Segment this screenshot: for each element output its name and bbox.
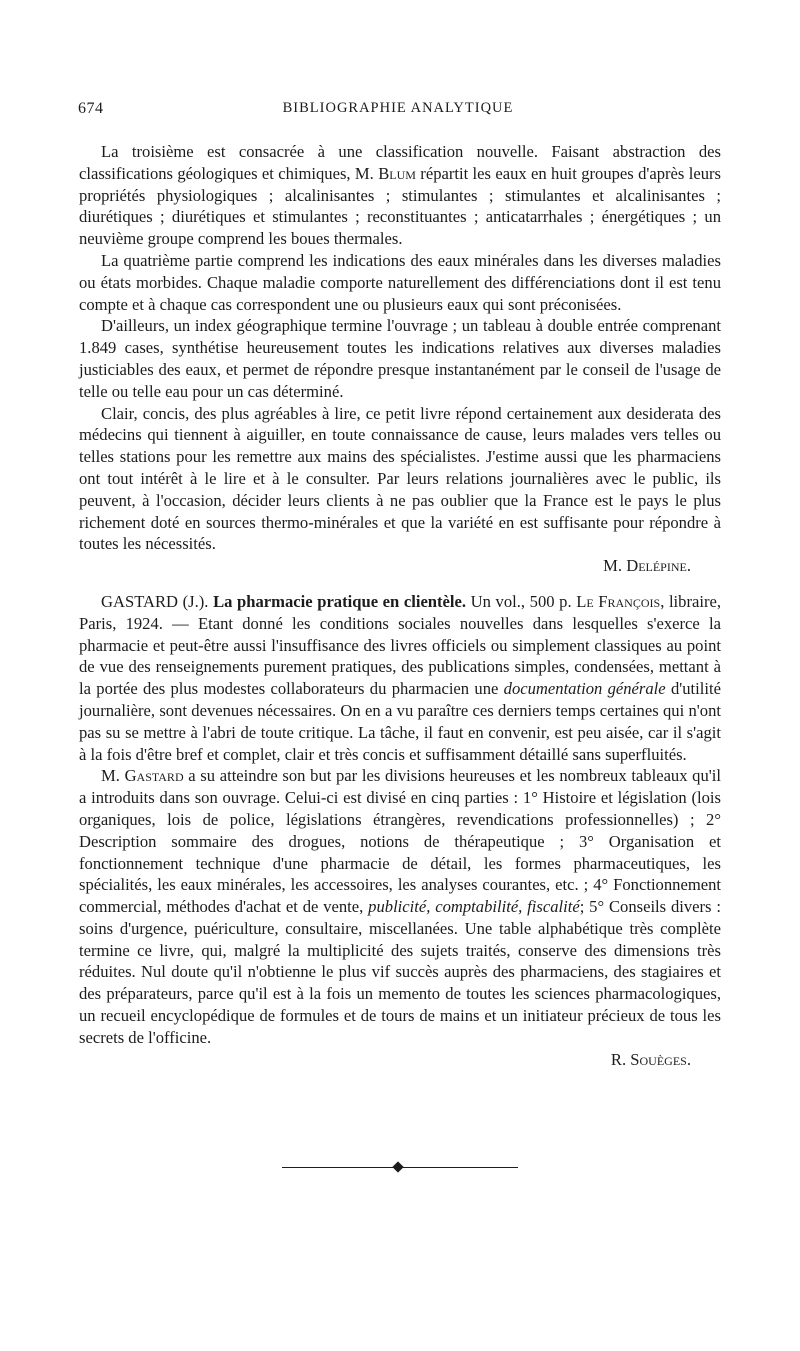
page-number: 674 [78,100,104,117]
review2-book-title: La pharmacie pratique en clientèle. [213,591,467,611]
review2-paragraph-1: GASTARD (J.). La pharmacie pratique en clientèle. Un vol., 500 p. Le François, libraire, Paris, 1924. — Etant donné les conditions sociales nouvelles dans lesquelles s'exerce la pharmacie et peut-être aussi l'insuffisance des livres officiels ou simplement classiques au point de vue des renseignements purement pratiques, des publications simples, condensées, mettant à la portée des plus modestes collaborateurs du pharmacien une documentation générale d'utilité journalière, sont devenues nécessaires. On en a vu paraître ces derniers temps certaines qui n'ont pas su se mettre à l'abri de toute critique. La tâche, il faut en convenir, est peu aisée, car il s'agit à la fois d'être bref et complet, clair et très concis et suffisamment détaillé sans superfluités. [79,591,721,764]
publisher-name: Le François [576,591,661,611]
review2-paragraph-2: M. Gastard a su atteindre son but par les divisions heureuses et les nombreux tableaux qu'il a introduits dans son ouvrage. Celui-ci est divisé en cinq parties : 1° Histoire et législation (lois organiques, lois de police, législations étrangères, revendications professionnelles) ; 2° Description sommaire des drogues, notions de thérapeutique ; 3° Organisation et fonctionnement technique d'une pharmacie de détail, les formes pharmaceutiques, les spécialités, les eaux minérales, les accessoires, les analyses courantes, etc. ; 4° Fonctionnement commercial, méthodes d'achat et de vente, publicité, comptabilité, fiscalité; 5° Conseils divers : soins d'urgence, puériculture, consultaire, miscellanées. Une table alphabétique très complète termine ce livre, qui, malgré la multiplicité des sujets traités, conserve des dimensions très réduites. Nul doute qu'il n'obtienne le plus vif succès auprès des pharmaciens, des stagiaires et des préparateurs, parce qu'il est à la fois un memento de toutes les sciences pharmacologiques, un recueil encyclopédique de formules et de tours de mains et un initiateur précieux de tous les secrets de l'officine. [79,766,721,1047]
review2-author: GASTARD (J.). [101,591,209,611]
page-body [79,141,721,1070]
section-end-ornament [282,1163,518,1173]
running-title: BIBLIOGRAPHIE ANALYTIQUE [282,100,514,116]
review1-paragraph-3: D'ailleurs, un index géographique termine l'ouvrage ; un tableau à double entrée comprenant 1.849 cases, synthétise heureusement toutes les indications relatives aux diverses maladies justiciables des eaux, et permet de répondre presque instantanément par le conseil de l'usage de telle ou telle eau pour un cas déterminé. [79,316,721,401]
author-name-gastard: Gastard [124,766,184,786]
author-name-blum: Blum [378,163,416,183]
review1-paragraph-4: Clair, concis, des plus agréables à lire, ce petit livre répond certainement aux desiderata des médecins qui tiennent à aiguiller, en toute connaissance de cause, leurs malades vers telles ou telles stations pour les remettre aux mains des spécialistes. J'estime aussi que les pharmaciens ont tout intérêt à le lire et à le consulter. Par leurs relations journalières avec le public, ils peuvent, à l'occasion, décider leurs clients à ne pas oublier que la France est le pays le plus richement doté en sources thermo-minérales et que la variété en est suffisante pour répondre à toutes les nécessités. [79,403,721,554]
review2-signature: R. Souèges. [610,1049,691,1069]
review1-paragraph-2: La quatrième partie comprend les indications des eaux minérales dans les diverses maladies ou états morbides. Chaque maladie comporte naturellement des différenciations dont il est tenu compte et à chaque cas correspondent une ou plusieurs eaux qui sont préconisées. [79,250,721,314]
review1-signature: M. Delépine. [603,556,691,576]
review2 [79,591,721,1071]
running-header [78,100,718,124]
diamond-icon [392,1161,403,1172]
review1-paragraph-1: La troisième est consacrée à une classification nouvelle. Faisant abstraction des classifications géologiques et chimiques, M. Blum répartit les eaux en huit groupes d'après leurs propriétés physiologiques ; alcalinisantes ; stimulantes ; stimulantes et alcalinisantes ; diurétiques ; diurétiques et stimulantes ; reconstituantes ; anticatarrhales ; énergétiques ; un neuvième groupe comprend les boues thermales. [79,142,721,249]
